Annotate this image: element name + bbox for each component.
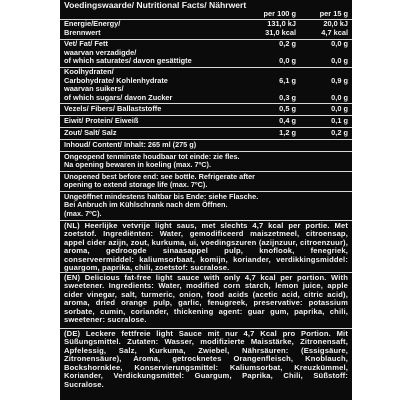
storage-de: Bei Anbruch im Kühlschrank nach dem Öffnen. xyxy=(64,200,228,210)
row-label: Carbohydrate/ Kohlenhydrate xyxy=(64,75,168,85)
row-label: Energie/Energy/ xyxy=(64,19,121,28)
nutrition-label xyxy=(60,0,352,400)
storage-en: opening to extend storage life (max. 7ºC). xyxy=(64,180,208,190)
row-label: of which saturates/ davon gesättigte xyxy=(64,56,192,65)
row-energy xyxy=(64,20,348,38)
column-per-100g: per 100 g xyxy=(263,9,296,18)
value-per-100g: 0,5 g xyxy=(279,104,296,113)
value-per-15g: 0,0 g xyxy=(331,92,348,102)
row-label: Brennwert xyxy=(64,27,101,37)
ingredients-nl: (NL) Heerlijke vetvrije light saus, met slechts 4,7 kcal per portie. Met zoetstof. Ingrediënten: Water, gemodificeerd maiszetmeel, citroensap, appel cider azijn, zout, kurkuma, ui, voedingszuren (azijnzuur, citroenzuur), aroma, gedroogde sinaasappel pulp, knoflook, fenegriek, conserveermiddel: kaliumsorbaat, komijn, koriander, verdikkingsmiddel: guargom, paprika, chili, zoetstof: sucralose. xyxy=(64,221,348,273)
ingredients-de: (DE) Leckere fettfreie light Sauce mit nur 4,7 Kcal pro Portion. Mit Süßungsmittel. Zutaten: Wasser, modifizierte Maisstärke, Zitronensaft, Apfelessig, Salz, Kurkuma, Zwiebel, Nährsäuren: (Essigsäure, Zitronensäure), Aroma, getrocknetes Orangenfleisch, Knoblauch, Bockshornklee, Konservierungsmittel: Kaliumsorbat, Kreuzkümmel, Koriander, Verdickungsmittel: Guargum, Paprika, Chili, Süßstoff: Sucralose. xyxy=(64,329,348,389)
value-per-15g: 0,0 g xyxy=(331,56,348,65)
content-weight: Inhoud/ Content/ Inhalt: 265 ml (275 g) xyxy=(64,140,197,149)
row-label: Eiwit/ Protein/ Eiweiß xyxy=(64,116,139,125)
storage-nl: Ongeopend tenminste houdbaar tot einde: zie fles. xyxy=(64,152,240,161)
row-label: Zout/ Salt/ Salz xyxy=(64,128,117,137)
value-per-15g: 0,9 g xyxy=(331,75,348,85)
row-label: waarvan verzadigde/ xyxy=(64,47,137,57)
value-per-100g: 6,1 g xyxy=(279,75,296,85)
label-title: Voedingswaarde/ Nutritional Facts/ Nährwert xyxy=(64,0,247,10)
row-fat xyxy=(64,40,348,66)
value-per-15g: 0,0 g xyxy=(331,104,348,113)
row-salt xyxy=(64,129,348,138)
value-per-100g: 0,4 g xyxy=(279,116,296,125)
value-per-15g: 20,0 kJ xyxy=(323,19,348,28)
row-protein xyxy=(64,117,348,126)
row-fibers xyxy=(64,105,348,114)
row-label: Vezels/ Fibers/ Ballaststoffe xyxy=(64,104,162,113)
storage-de: (max. 7ºC). xyxy=(64,208,102,218)
value-per-100g: 131,0 kJ xyxy=(267,19,296,28)
value-per-100g: 0,0 g xyxy=(279,56,296,65)
value-per-15g: 0,1 g xyxy=(331,116,348,125)
value-per-100g: 31,0 kcal xyxy=(265,27,296,37)
value-per-100g: 1,2 g xyxy=(279,128,296,137)
row-carbohydrate xyxy=(64,68,348,102)
storage-nl: Na opening bewaren in koeling (max. 7ºC). xyxy=(64,160,212,170)
value-per-15g: 0,2 g xyxy=(331,128,348,137)
ingredients-en: (EN) Delicious fat-free light sauce with only 4,7 kcal per portion. With sweetener. Ingredients: Water, modified corn starch, lemon juice, apple cider vinegar, salt, turmeric, onion, food acids (acetic acid, citric acid), aroma, dried orange pulp, garlic, fenugreek, preservative: potassium sorbate, cumin, coriander, thickening agent: guar gum, paprika, chili, sweetener: sucralose. xyxy=(64,273,348,325)
column-per-15g: per 15 g xyxy=(319,9,348,18)
row-label: waarvan suikers/ xyxy=(64,84,124,93)
storage-en: Unopened best before end: see bottle. Refrigerate after xyxy=(64,172,255,181)
column-header xyxy=(64,9,348,18)
storage-de: Ungeöffnet mindestens haltbar bis Ende: siehe Flasche. xyxy=(64,192,259,201)
row-label: of which sugars/ davon Zucker xyxy=(64,92,173,102)
row-label: Koolhydraten/ xyxy=(64,67,114,76)
value-per-100g: 0,3 g xyxy=(279,92,296,102)
value-per-100g: 0,2 g xyxy=(279,39,296,48)
value-per-15g: 4,7 kcal xyxy=(321,27,348,37)
value-per-15g: 0,0 g xyxy=(331,39,348,48)
row-label: Vet/ Fat/ Fett xyxy=(64,39,108,48)
